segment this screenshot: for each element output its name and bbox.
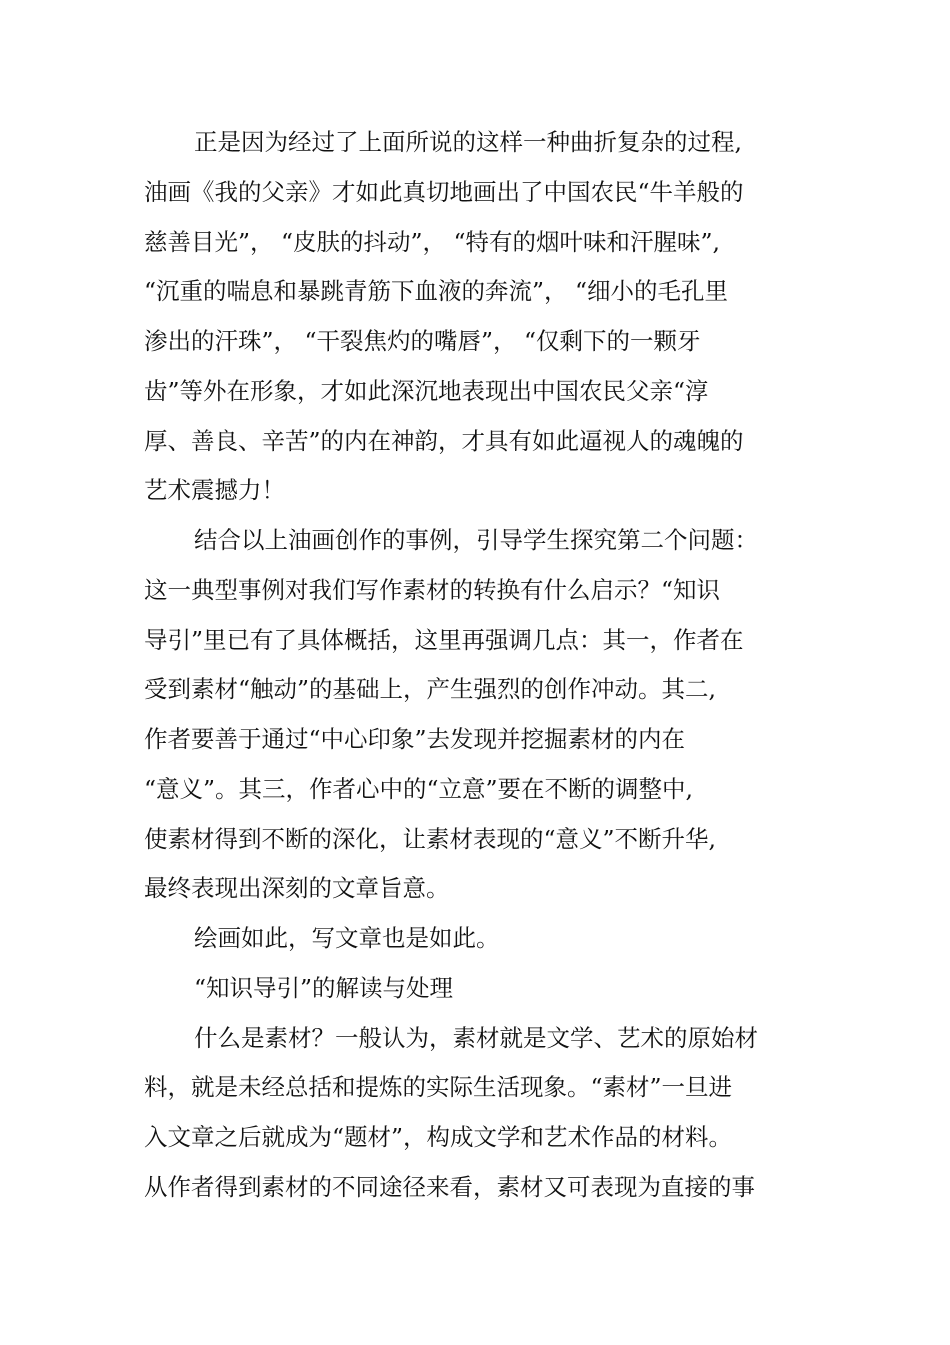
text-line: 使素材得到不断的深化，让素材表现的“意义”不断升华, bbox=[144, 825, 716, 853]
text-line: 绘画如此，写文章也是如此。 bbox=[194, 924, 500, 952]
text-line: 受到素材“触动”的基础上，产生强烈的创作冲动。其二, bbox=[144, 675, 716, 703]
text-line: 结合以上油画创作的事例，引导学生探究第二个问题： bbox=[194, 526, 758, 554]
text-line: “沉重的喘息和暴跳青筋下血液的奔流”， “细小的毛孔里 bbox=[144, 277, 729, 305]
text-line: “意义”。其三，作者心中的“立意”要在不断的调整中, bbox=[144, 775, 694, 803]
text-line: 正是因为经过了上面所说的这样一种曲折复杂的过程, bbox=[194, 128, 742, 156]
text-line: 最终表现出深刻的文章旨意。 bbox=[144, 874, 450, 902]
text-line: 艺术震撼力！ bbox=[144, 476, 285, 504]
text-line: 料，就是未经总括和提炼的实际生活现象。“素材”一旦进 bbox=[144, 1073, 733, 1101]
text-line: 入文章之后就成为“题材”，构成文学和艺术作品的材料。 bbox=[144, 1123, 733, 1151]
text-line: 什么是素材？一般认为，素材就是文学、艺术的原始材 bbox=[194, 1024, 758, 1052]
text-line: 从作者得到素材的不同途径来看，素材又可表现为直接的事 bbox=[144, 1173, 755, 1201]
text-line: 导引”里已有了具体概括，这里再强调几点：其一，作者在 bbox=[144, 626, 744, 654]
text-line: 油画《我的父亲》才如此真切地画出了中国农民“牛羊般的 bbox=[144, 178, 744, 206]
text-line: 渗出的汗珠”， “干裂焦灼的嘴唇”， “仅剩下的一颗牙 bbox=[144, 327, 701, 355]
text-line: 齿”等外在形象，才如此深沉地表现出中国农民父亲“淳 bbox=[144, 377, 709, 405]
text-line: 作者要善于通过“中心印象”去发现并挖掘素材的内在 bbox=[144, 725, 686, 753]
text-line: 这一典型事例对我们写作素材的转换有什么启示？“知识 bbox=[144, 576, 721, 604]
text-line: 慈善目光”， “皮肤的抖动”， “特有的烟叶味和汗腥味”, bbox=[144, 228, 720, 256]
section-heading: “知识导引”的解读与处理 bbox=[194, 974, 454, 1002]
text-line: 厚、善良、辛苦”的内在神韵，才具有如此逼视人的魂魄的 bbox=[144, 427, 744, 455]
